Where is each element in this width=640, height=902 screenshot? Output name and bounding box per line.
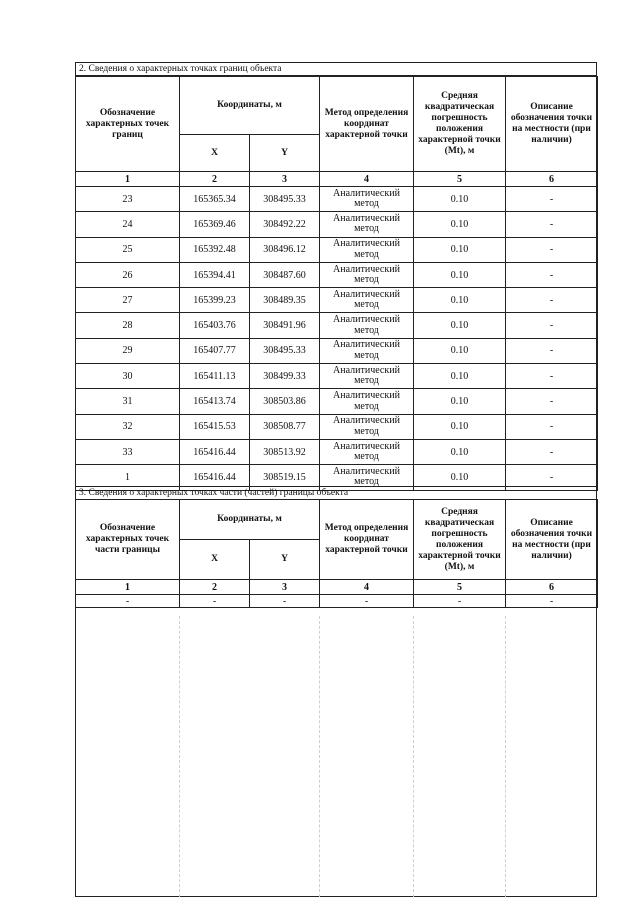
coord-x: 165413.74	[180, 389, 250, 414]
header-error: Средняя квадратическая погрешность положения характерной точки (Mt), м	[414, 500, 506, 580]
point-id: 24	[76, 212, 180, 237]
coord-x: 165369.46	[180, 212, 250, 237]
description-cell: -	[506, 288, 598, 313]
boundary-points-table	[75, 76, 598, 491]
header-designation: Обозначение характерных точек границ	[76, 77, 180, 172]
header-coordinates: Координаты, м	[180, 500, 320, 540]
part-boundary-points-table	[75, 499, 598, 608]
column-number: 2	[180, 580, 250, 595]
column-number: 4	[320, 172, 414, 187]
description-cell: -	[506, 313, 598, 338]
column-number: 5	[414, 172, 506, 187]
point-id: 30	[76, 364, 180, 389]
coord-x: 165403.76	[180, 313, 250, 338]
description-cell: -	[506, 237, 598, 262]
description-cell: -	[506, 439, 598, 464]
coord-y: 308495.33	[250, 187, 320, 212]
header-method: Метод определения координат характерной точки	[320, 500, 414, 580]
column-number: 4	[320, 580, 414, 595]
coord-x: 165394.41	[180, 262, 250, 287]
description-cell: -	[506, 389, 598, 414]
method-cell: Аналитический метод	[320, 212, 414, 237]
method-cell: Аналитический метод	[320, 187, 414, 212]
faint-column-line	[413, 616, 414, 897]
method-cell: Аналитический метод	[320, 439, 414, 464]
coord-x: 165415.53	[180, 414, 250, 439]
table-row	[76, 414, 598, 439]
table-row	[76, 338, 598, 363]
point-id: 29	[76, 338, 180, 363]
column-number: 2	[180, 172, 250, 187]
header-x: X	[180, 135, 250, 172]
section-3-title: 3. Сведения о характерных точках части (частей) границы объекта	[76, 486, 596, 500]
table-row	[76, 389, 598, 414]
coord-y: 308499.33	[250, 364, 320, 389]
method-cell: Аналитический метод	[320, 465, 414, 490]
table-row	[76, 262, 598, 287]
table-row	[76, 364, 598, 389]
coord-x: 165365.34	[180, 187, 250, 212]
coord-y: 308513.92	[250, 439, 320, 464]
coord-x: 165411.13	[180, 364, 250, 389]
error-cell: 0.10	[414, 187, 506, 212]
table-row	[76, 187, 598, 212]
method-cell: Аналитический метод	[320, 313, 414, 338]
point-id: 28	[76, 313, 180, 338]
faint-column-line	[319, 616, 320, 897]
error-cell: 0.10	[414, 389, 506, 414]
empty-cell: -	[76, 595, 180, 608]
coord-y: 308489.35	[250, 288, 320, 313]
header-error: Средняя квадратическая погрешность положения характерной точки (Mt), м	[414, 77, 506, 172]
column-number: 6	[506, 580, 598, 595]
point-id: 33	[76, 439, 180, 464]
column-number: 3	[250, 580, 320, 595]
empty-cell: -	[250, 595, 320, 608]
error-cell: 0.10	[414, 364, 506, 389]
error-cell: 0.10	[414, 212, 506, 237]
header-y: Y	[250, 135, 320, 172]
description-cell: -	[506, 364, 598, 389]
column-number: 1	[76, 580, 180, 595]
header-designation: Обозначение характерных точек части границы	[76, 500, 180, 580]
coord-y: 308519.15	[250, 465, 320, 490]
method-cell: Аналитический метод	[320, 237, 414, 262]
coord-y: 308495.33	[250, 338, 320, 363]
point-id: 25	[76, 237, 180, 262]
empty-cell: -	[506, 595, 598, 608]
column-number: 5	[414, 580, 506, 595]
blank-area	[75, 616, 597, 897]
faint-column-line	[505, 616, 506, 897]
error-cell: 0.10	[414, 313, 506, 338]
header-coordinates: Координаты, м	[180, 77, 320, 135]
coord-x: 165399.23	[180, 288, 250, 313]
coord-x: 165416.44	[180, 465, 250, 490]
error-cell: 0.10	[414, 262, 506, 287]
error-cell: 0.10	[414, 288, 506, 313]
description-cell: -	[506, 262, 598, 287]
empty-cell: -	[414, 595, 506, 608]
column-number: 1	[76, 172, 180, 187]
header-description: Описание обозначения точки на местности (при наличии)	[506, 77, 598, 172]
point-id: 27	[76, 288, 180, 313]
description-cell: -	[506, 465, 598, 490]
header-method: Метод определения координат характерной точки	[320, 77, 414, 172]
description-cell: -	[506, 338, 598, 363]
empty-cell: -	[180, 595, 250, 608]
error-cell: 0.10	[414, 439, 506, 464]
point-id: 26	[76, 262, 180, 287]
point-id: 32	[76, 414, 180, 439]
table-row	[76, 288, 598, 313]
method-cell: Аналитический метод	[320, 288, 414, 313]
point-id: 23	[76, 187, 180, 212]
point-id: 31	[76, 389, 180, 414]
description-cell: -	[506, 187, 598, 212]
coord-y: 308491.96	[250, 313, 320, 338]
table-row	[76, 313, 598, 338]
error-cell: 0.10	[414, 414, 506, 439]
header-description: Описание обозначения точки на местности (при наличии)	[506, 500, 598, 580]
table-row	[76, 212, 598, 237]
coord-y: 308487.60	[250, 262, 320, 287]
method-cell: Аналитический метод	[320, 389, 414, 414]
coord-y: 308492.22	[250, 212, 320, 237]
coord-x: 165407.77	[180, 338, 250, 363]
header-x: X	[180, 540, 250, 580]
description-cell: -	[506, 414, 598, 439]
coord-y: 308508.77	[250, 414, 320, 439]
method-cell: Аналитический метод	[320, 414, 414, 439]
method-cell: Аналитический метод	[320, 338, 414, 363]
point-id: 1	[76, 465, 180, 490]
faint-column-line	[179, 616, 180, 897]
column-number: 3	[250, 172, 320, 187]
header-y: Y	[250, 540, 320, 580]
method-cell: Аналитический метод	[320, 262, 414, 287]
coord-x: 165392.48	[180, 237, 250, 262]
table-row	[76, 237, 598, 262]
coord-y: 308503.86	[250, 389, 320, 414]
method-cell: Аналитический метод	[320, 364, 414, 389]
error-cell: 0.10	[414, 465, 506, 490]
section-2-title: 2. Сведения о характерных точках границ объекта	[76, 63, 596, 76]
error-cell: 0.10	[414, 237, 506, 262]
empty-cell: -	[320, 595, 414, 608]
error-cell: 0.10	[414, 338, 506, 363]
coord-y: 308496.12	[250, 237, 320, 262]
coord-x: 165416.44	[180, 439, 250, 464]
column-number: 6	[506, 172, 598, 187]
table-row	[76, 439, 598, 464]
description-cell: -	[506, 212, 598, 237]
